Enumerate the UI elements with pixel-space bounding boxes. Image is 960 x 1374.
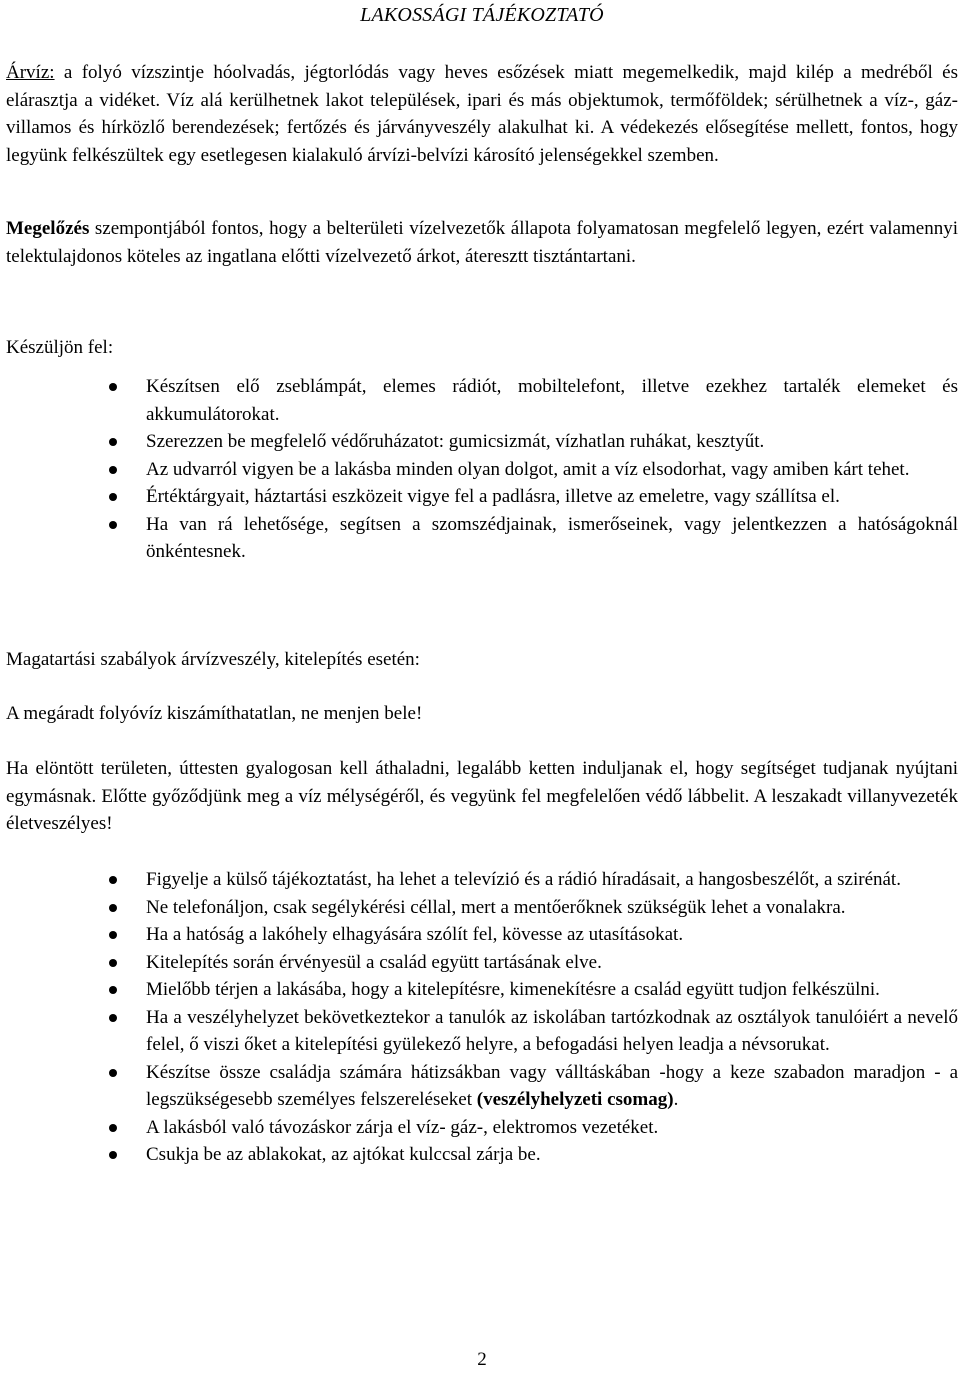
bullet-icon <box>109 493 117 501</box>
list-item: Ha van rá lehetősége, segítsen a szomszédjainak, ismerőseinek, vagy jelentkezzen a hatóságoknál önkéntesnek. <box>6 511 958 566</box>
prevention-text: szempontjából fontos, hogy a belterületi vízelvezetők állapota folyamatosan megfelelő legyen, ezért valamennyi telektulajdonos köteles az ingatlana előtti vízelvezető árkot, áteresztt tisztántartani. <box>6 218 958 267</box>
bullet-icon <box>109 986 117 994</box>
intro-text: a folyó vízszintje hóolvadás, jégtorlódás vagy heves esőzések miatt megemelkedik, majd kilép a medréből és elárasztja a vidéket. Víz alá kerülhetnek lakot települések, ipari és más objektumok, termőföldek; sérülhetnek a víz-, gáz- villamos és hírközlő berendezések; fertőzés és járványveszély alakulhat ki. A védekezés elősegítése mellett, fontos, hogy legyünk felkészültek egy esetlegesen kialakuló árvízi-belvízi károsító jelenségekkel szemben. <box>6 62 958 166</box>
list-item: Készítsen elő zseblámpát, elemes rádiót, mobiltelefont, illetve ezekhez tartalék elemeket és akkumulátorokat. <box>6 373 958 428</box>
bullet-icon <box>109 1069 117 1077</box>
warning-text: A megáradt folyóvíz kiszámíthatatlan, ne menjen bele! <box>6 703 423 724</box>
prevention-term: Megelőzés <box>6 218 90 239</box>
bullet-icon <box>109 959 117 967</box>
kit-bold: (veszélyhelyzeti csomag) <box>476 1089 674 1110</box>
rules-heading: Magatartási szabályok árvízveszély, kitelepítés esetén: <box>6 649 420 670</box>
bullet-icon <box>109 466 117 474</box>
flooded-paragraph: Ha elöntött területen, úttesten gyalogosan kell áthaladni, legalább ketten induljanak el, hogy segítséget tudjanak nyújtani egymásnak. Előtte győződjünk meg a víz mélységéről, és vegyünk fel megfelelően védő lábbelit. A leszakadt villanyvezeték életveszélyes! <box>6 758 958 834</box>
list-item: Készítse össze családja számára hátizsákban vagy válltáskában -hogy a keze szabadon maradjon - a legszükségesebb személyes felszereléseket (veszélyhelyzeti csomag). <box>6 1059 958 1114</box>
list-item: Mielőbb térjen a lakásába, hogy a kitelepítésre, kimenekítésre a család együtt tudjon felkészülni. <box>6 976 958 1004</box>
intro-paragraph <box>6 59 958 169</box>
list-item: Értéktárgyait, háztartási eszközeit vigye fel a padlásra, illetve az emeletre, vagy szállítsa el. <box>6 483 958 511</box>
list-item: Ha a veszélyhelyzet bekövetkeztekor a tanulók az iskolában tartózkodnak az osztályok tanulóiért a nevelő felel, ő viszi őket a kitelepítési gyülekező helyre, a befogadási helyen leadja a névsorukat. <box>6 1004 958 1059</box>
intro-term: Árvíz: <box>6 62 55 83</box>
list-item: Ne telefonáljon, csak segélykérési céllal, mert a mentőerőknek szükségük lehet a vonalakra. <box>6 894 958 922</box>
list-item: Csukja be az ablakokat, az ajtókat kulccsal zárja be. <box>6 1141 958 1169</box>
list-item: Az udvarról vigyen be a lakásba minden olyan dolgot, amit a víz elsodorhat, vagy amiben kárt tehet. <box>6 456 958 484</box>
list-item: Szerezzen be megfelelő védőruházatot: gumicsizmát, vízhatlan ruhákat, kesztyűt. <box>6 428 958 456</box>
prepare-heading: Készüljön fel: <box>6 337 114 358</box>
bullet-icon <box>109 1124 117 1132</box>
bullet-icon <box>109 904 117 912</box>
bullet-icon <box>109 1151 117 1159</box>
prevention-paragraph <box>6 215 958 270</box>
list-item: Ha a hatóság a lakóhely elhagyására szólít fel, kövesse az utasításokat. <box>6 921 958 949</box>
bullet-icon <box>109 931 117 939</box>
bullet-icon <box>109 438 117 446</box>
bullet-icon <box>109 521 117 529</box>
list-item: A lakásból való távozáskor zárja el víz- gáz-, elektromos vezetéket. <box>6 1114 958 1142</box>
bullet-icon <box>109 383 117 391</box>
page-number: 2 <box>477 1349 487 1370</box>
list-item: Figyelje a külső tájékoztatást, ha lehet a televízió és a rádió híradásait, a hangosbeszélőt, a szirénát. <box>6 866 958 894</box>
prepare-list <box>6 373 958 566</box>
rules-list <box>6 866 958 1169</box>
bullet-icon <box>109 1014 117 1022</box>
bullet-icon <box>109 876 117 884</box>
list-item: Kitelepítés során érvényesül a család együtt tartásának elve. <box>6 949 958 977</box>
page-title: LAKOSSÁGI TÁJÉKOZTATÓ <box>360 4 604 26</box>
